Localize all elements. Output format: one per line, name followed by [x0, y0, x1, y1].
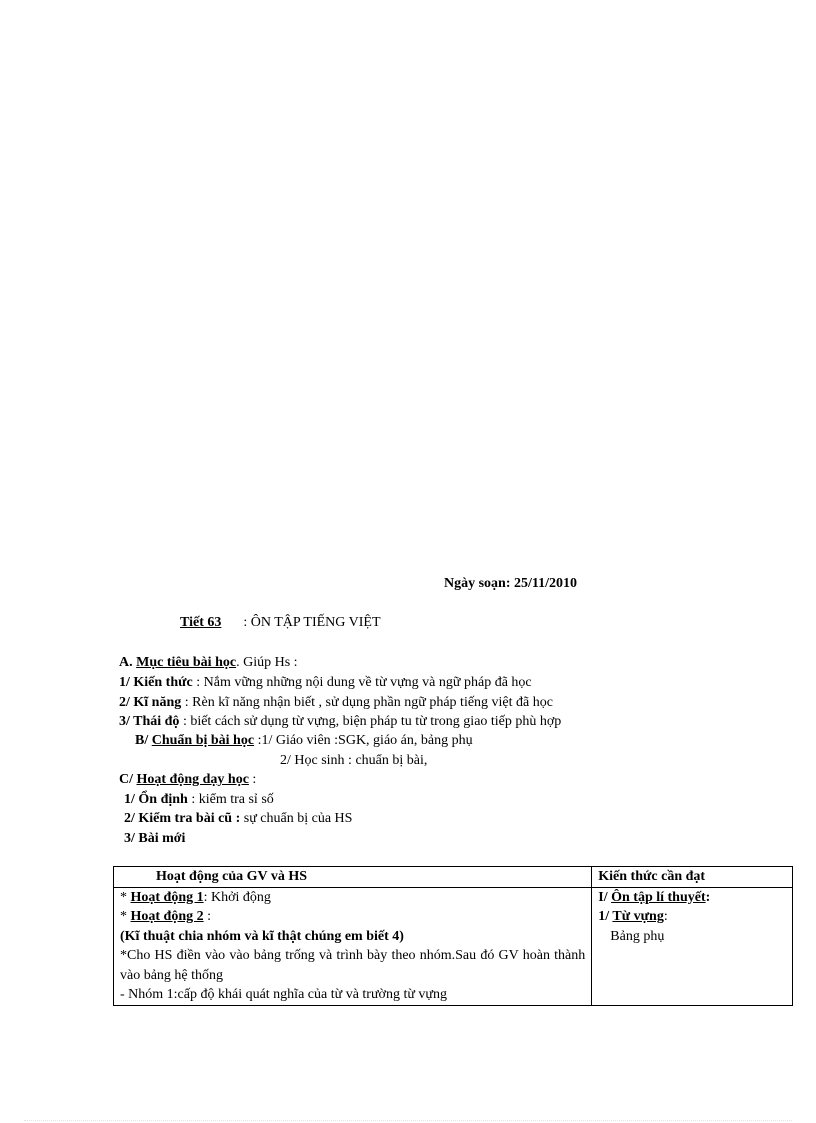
header-activities: Hoạt động của GV và HS: [114, 867, 592, 888]
review-theory: I/ Ôn tập lí thuyết:: [598, 889, 711, 905]
section-c-title: Hoạt động dạy học: [136, 772, 249, 787]
instruction-text: *Cho HS điền vào vào bảng trống và trình bày theo nhóm.Sau đó GV hoàn thành vào bảng hệ thống: [120, 948, 586, 983]
lesson-heading: [180, 613, 381, 632]
date-label: Ngày soạn: 25/11/2010: [444, 576, 578, 591]
lesson-number: Tiết 63: [180, 615, 222, 630]
activity-1: * Hoạt động 1: Khởi động: [120, 889, 271, 905]
step-stabilize: 1/ Ổn định : kiểm tra sỉ số: [124, 792, 274, 807]
technique-note: (Kĩ thuật chia nhóm và kĩ thật chúng em biết 4): [120, 928, 404, 944]
group-1-task: - Nhóm 1:cấp độ khái quát nghĩa của từ và trường từ vựng: [120, 987, 448, 1002]
page-bottom-divider: [24, 1120, 792, 1121]
lesson-title: : ÔN TẬP TIẾNG VIỆT: [243, 615, 381, 630]
section-c-heading: C/ Hoạt động dạy học :: [119, 772, 257, 787]
objective-attitude: 3/ Thái độ : biết cách sử dụng từ vựng, biện pháp tu từ trong giao tiếp phù hợp: [119, 714, 562, 729]
section-b-heading: B/ Chuẩn bị bài học :1/ Giáo viên :SGK, giáo án, bảng phụ: [135, 733, 473, 748]
table-header-row: [114, 867, 793, 888]
activities-cell: [114, 887, 592, 1005]
knowledge-cell: [592, 887, 793, 1005]
vocabulary-heading: 1/ Từ vựng:: [598, 909, 668, 924]
section-a-heading: A. Mục tiêu bài học. Giúp Hs :: [119, 655, 298, 670]
table-row: [114, 887, 793, 1005]
objective-knowledge: 1/ Kiến thức : Nắm vững những nội dung về từ vựng và ngữ pháp đã học: [119, 675, 532, 690]
step-check-old-lesson: 2/ Kiểm tra bài cũ : sự chuẩn bị của HS: [124, 811, 353, 826]
header-knowledge: Kiến thức cần đạt: [592, 867, 793, 888]
activity-2: * Hoạt động 2 :: [120, 909, 212, 924]
prep-students: 2/ Học sinh : chuẩn bị bài,: [280, 753, 428, 768]
section-b-title: Chuẩn bị bài học: [151, 733, 255, 748]
activity-table: [113, 866, 793, 1006]
step-new-lesson: 3/ Bài mới: [124, 831, 186, 846]
objective-skill: 2/ Kĩ năng : Rèn kĩ năng nhận biết , sử dụng phần ngữ pháp tiếng việt đã học: [119, 695, 553, 710]
board-note: Bảng phụ: [610, 928, 665, 944]
section-a-title: Mục tiêu bài học: [136, 655, 237, 670]
